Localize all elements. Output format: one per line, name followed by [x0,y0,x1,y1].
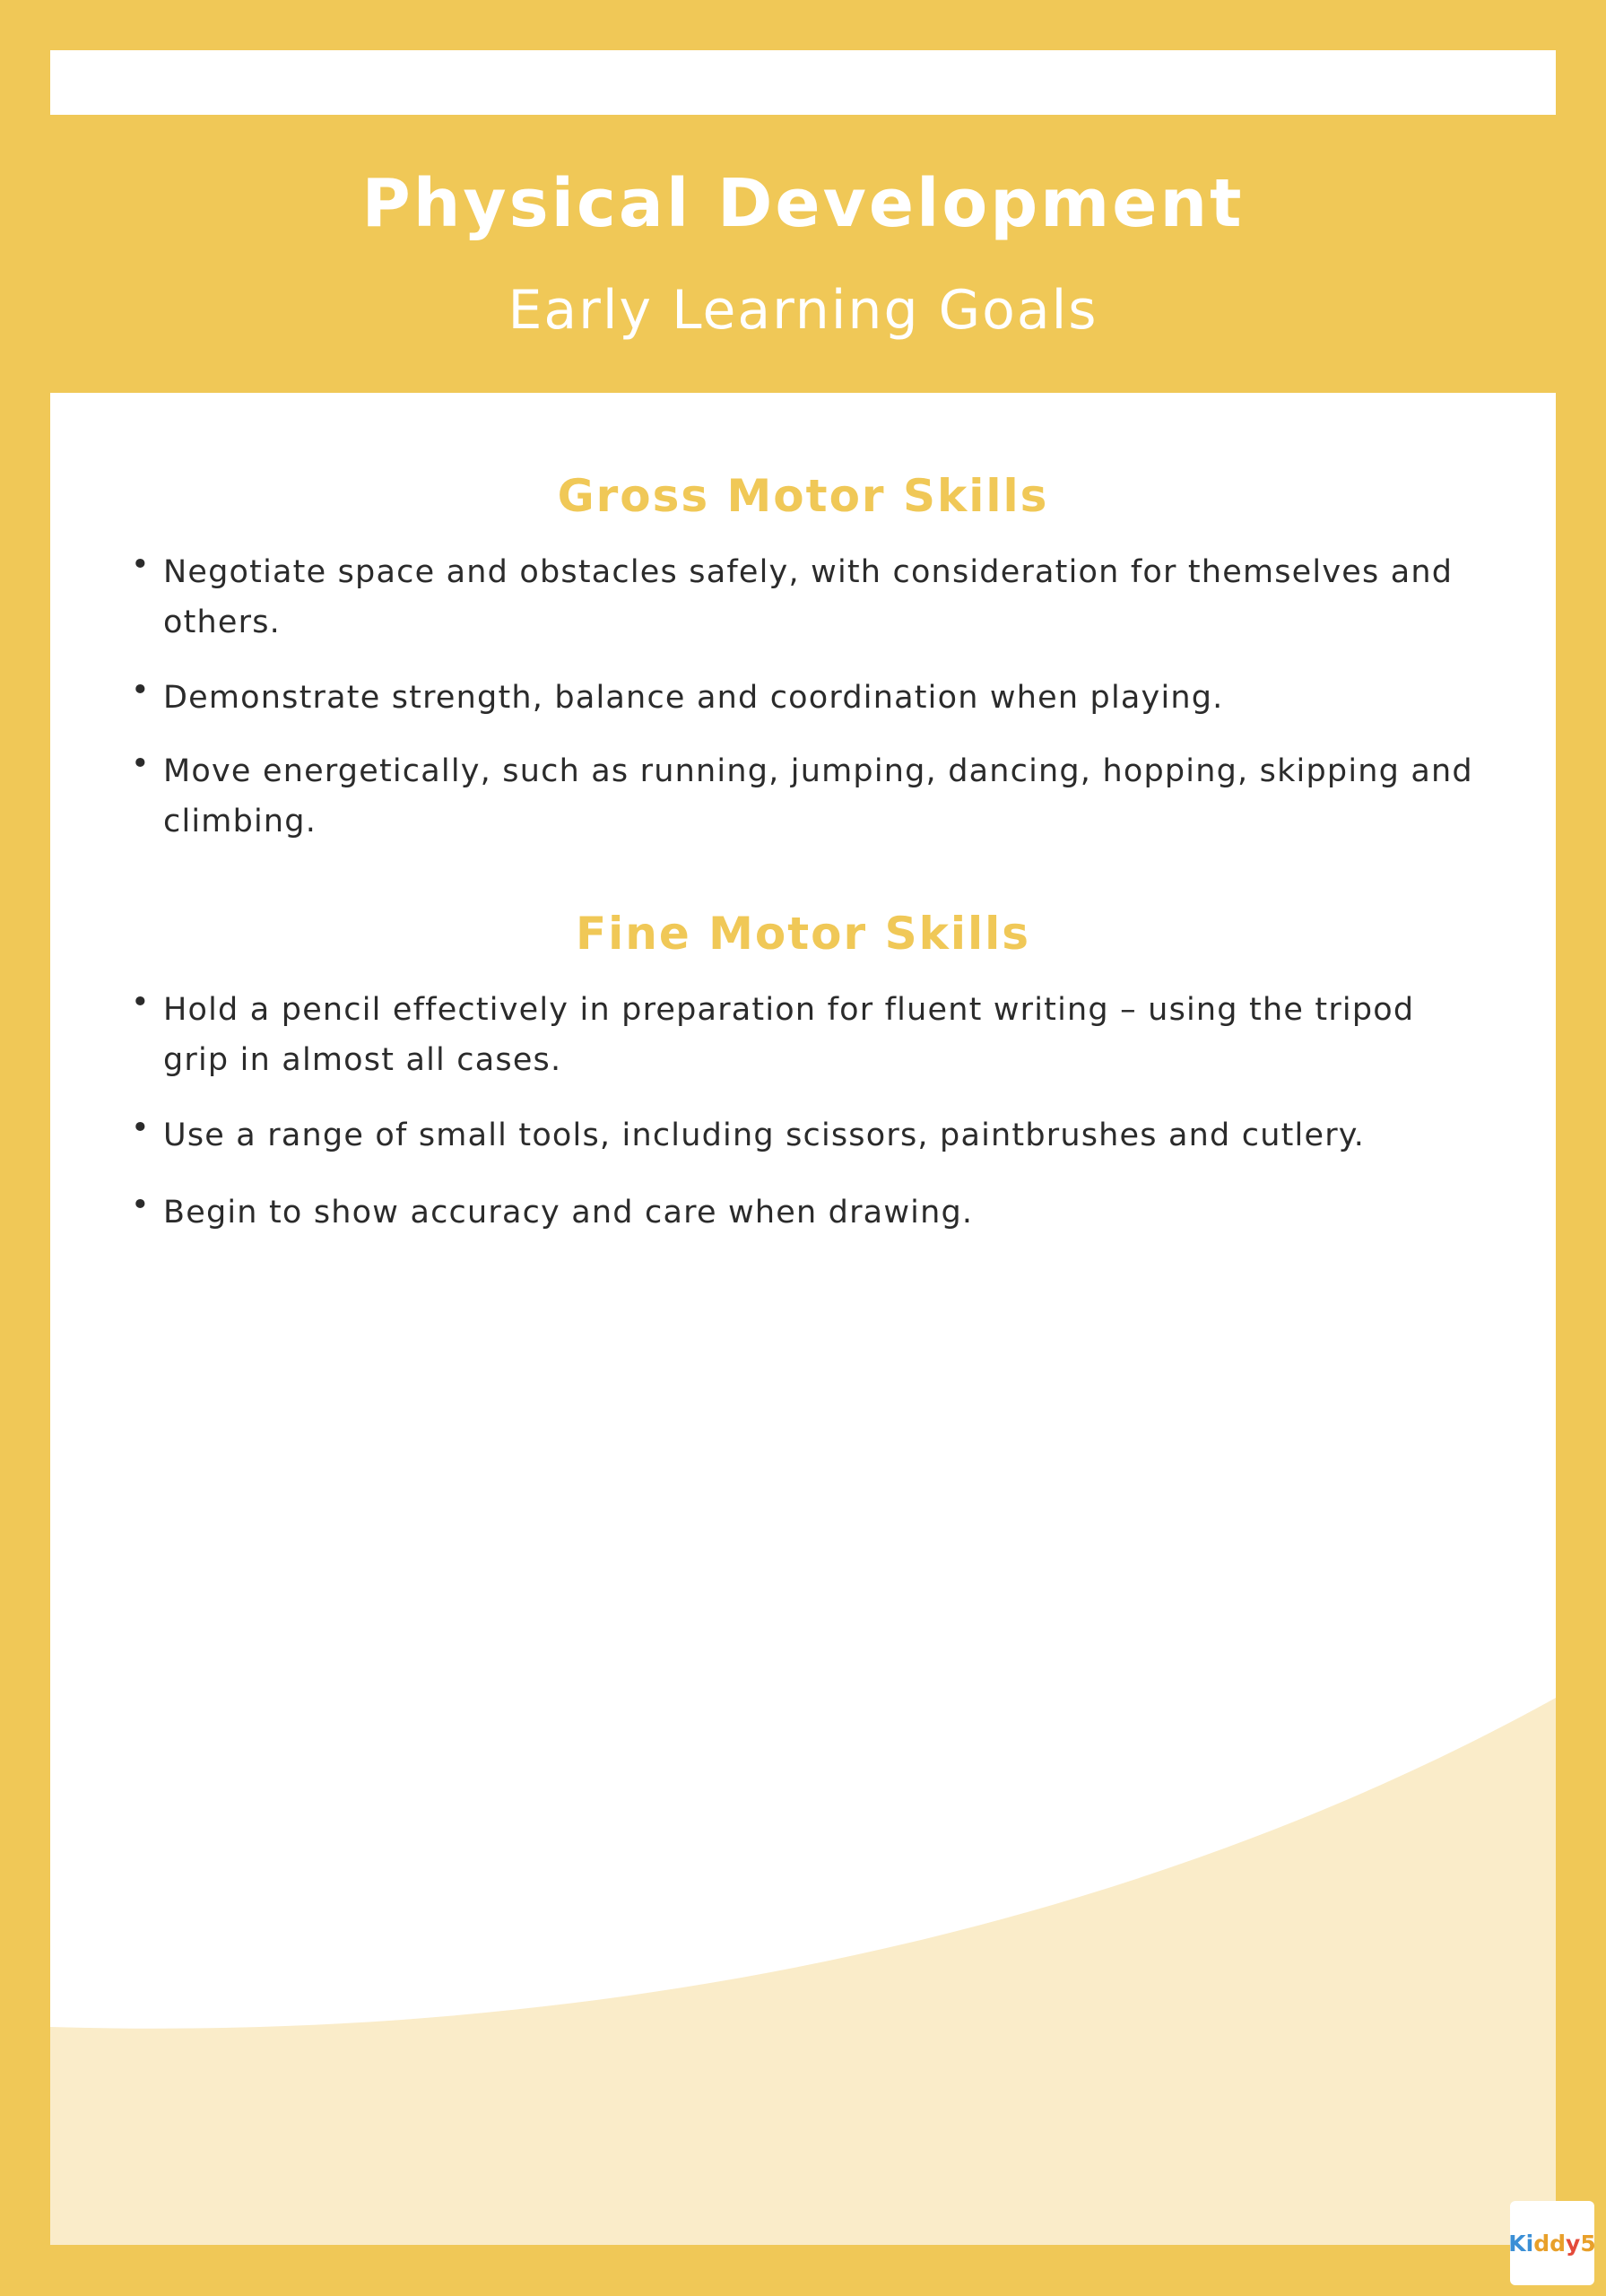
list-item [131,1187,1476,1238]
list-item [131,1110,1476,1161]
list-item [131,547,1476,648]
page-title: Physical Development [361,165,1245,242]
logo-letter: K [1508,2230,1526,2257]
gross-motor-list [131,547,1476,847]
list-item [131,673,1476,723]
content-panel [50,393,1556,2245]
list-item-text: Negotiate space and obstacles safely, with consideration for themselves and others. [163,554,1454,640]
fine-motor-list [131,985,1476,1238]
kiddy5-logo [1510,2201,1594,2285]
top-white-strip [50,50,1556,115]
page-subtitle: Early Learning Goals [508,279,1098,342]
list-item [131,985,1476,1085]
bullet-icon: • [131,547,151,583]
logo-letter: 5 [1580,2230,1596,2257]
list-item-text: Begin to show accuracy and care when drawing. [163,1195,974,1231]
bullet-icon: • [131,673,151,709]
logo-letter: d [1533,2230,1550,2257]
bullet-icon: • [131,985,151,1021]
bullet-icon: • [131,746,151,782]
logo-letter: d [1550,2230,1567,2257]
page-header [50,115,1556,393]
bullet-icon: • [131,1187,151,1223]
list-item-text: Hold a pencil effectively in preparation for fluent writing – using the tripod grip in almost all cases. [163,992,1415,1078]
list-item-text: Demonstrate strength, balance and coordination when playing. [163,680,1224,716]
section-title-fine-motor: Fine Motor Skills [575,908,1031,960]
bullet-icon: • [131,1110,151,1146]
logo-letter: y [1566,2230,1581,2257]
section-title-gross-motor: Gross Motor Skills [557,470,1049,522]
list-item [131,746,1476,847]
logo-letter: i [1525,2230,1534,2257]
list-item-text: Move energetically, such as running, jumping, dancing, hopping, skipping and climbing. [163,753,1473,839]
list-item-text: Use a range of small tools, including scissors, paintbrushes and cutlery. [163,1118,1366,1153]
